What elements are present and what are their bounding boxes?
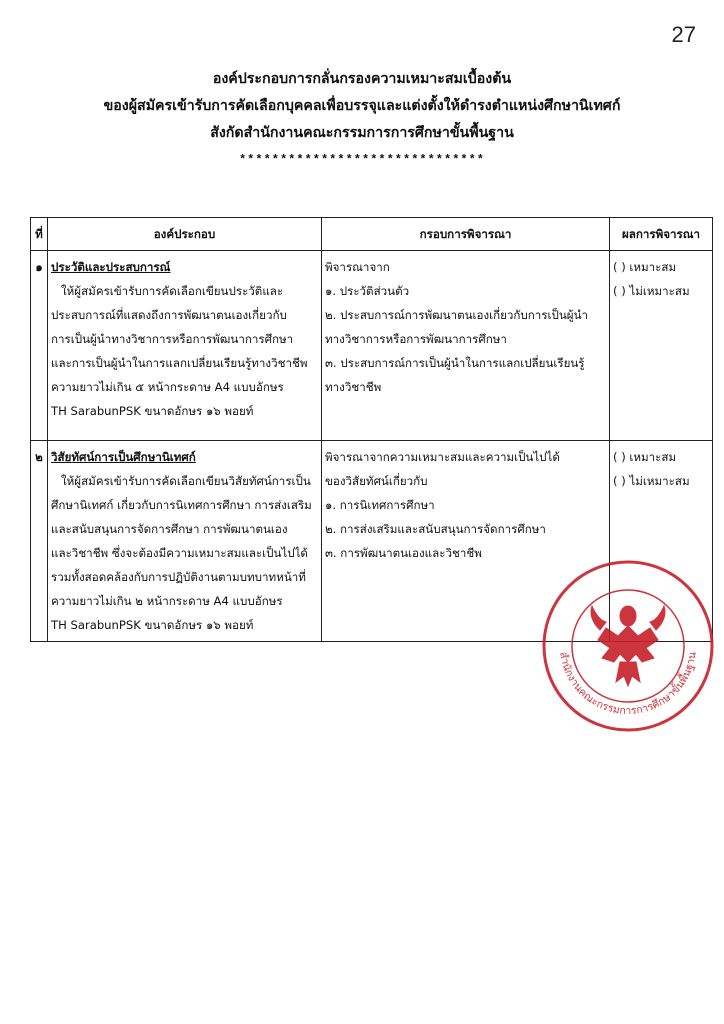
component-text-line: รวมทั้งสอดคล้องกับการปฏิบัติงานตามบทบาทหน้าที่ xyxy=(51,570,306,584)
header-result: ผลการพิจารณา xyxy=(610,218,713,251)
result-option-unsuitable[interactable]: ( ) ไม่เหมาะสม xyxy=(613,474,690,488)
component-text-line: และการเป็นผู้นำในการแลกเปลี่ยนเรียนรู้ทางวิชาชีพ xyxy=(51,356,308,370)
framework-item: ๒. การส่งเสริมและสนับสนุนการจัดการศึกษา xyxy=(325,522,546,536)
component-text-line: ศึกษานิเทศก์ เกี่ยวกับการนิเทศการศึกษา การส่งเสริม xyxy=(51,498,312,512)
component-title: ประวัติและประสบการณ์ xyxy=(51,260,171,274)
framework-intro: พิจารณาจากความเหมาะสมและความเป็นไปได้ xyxy=(325,450,560,464)
component-cell xyxy=(48,441,322,642)
framework-item: ๓. ประสบการณ์การเป็นผู้นำในการแลกเปลี่ยนเรียนรู้ xyxy=(325,356,585,370)
header-framework: กรอบการพิจารณา xyxy=(322,218,610,251)
seal-text: สำนักงานคณะกรรมการการศึกษาขั้นพื้นฐาน xyxy=(557,650,699,718)
component-text-line: ให้ผู้สมัครเข้ารับการคัดเลือกเขียนวิสัยทัศน์การเป็น xyxy=(61,474,311,488)
result-cell xyxy=(610,251,713,441)
document-title xyxy=(40,66,684,147)
component-text-line: TH SarabunPSK ขนาดอักษร ๑๖ พอยท์ xyxy=(51,618,254,632)
table-header-row xyxy=(31,218,713,251)
component-text-line: และวิชาชีพ ซึ่งจะต้องมีความเหมาะสมและเป็นไปได้ xyxy=(51,546,308,560)
row-number: ๑ xyxy=(31,251,48,441)
framework-intro: ของวิสัยทัศน์เกี่ยวกับ xyxy=(325,474,428,488)
result-option-unsuitable[interactable]: ( ) ไม่เหมาะสม xyxy=(613,284,690,298)
title-line-1: องค์ประกอบการกลั่นกรองความเหมาะสมเบื้องต้น xyxy=(212,71,512,87)
garuda-emblem-icon xyxy=(591,606,665,686)
separator-stars: ****************************** xyxy=(238,153,486,167)
header-component: องค์ประกอบ xyxy=(48,218,322,251)
component-text-line: การเป็นผู้นำทางวิชาการหรือการพัฒนาการศึกษา xyxy=(51,332,294,346)
result-option-suitable[interactable]: ( ) เหมาะสม xyxy=(613,260,677,274)
framework-item-continuation: ทางวิชาชีพ xyxy=(325,380,382,394)
component-text-line: และสนับสนุนการจัดการศึกษา การพัฒนาตนเอง xyxy=(51,522,288,536)
component-cell xyxy=(48,251,322,441)
framework-item: ๓. การพัฒนาตนเองและวิชาชีพ xyxy=(325,546,482,560)
component-text-line: ประสบการณ์ที่แสดงถึงการพัฒนาตนเองเกี่ยวกับ xyxy=(51,308,287,322)
framework-intro: พิจารณาจาก xyxy=(325,260,390,274)
framework-item: ๑. การนิเทศการศึกษา xyxy=(325,498,435,512)
component-title: วิสัยทัศน์การเป็นศึกษานิเทศก์ xyxy=(51,450,196,464)
official-seal-stamp xyxy=(540,558,716,734)
component-text-line: TH SarabunPSK ขนาดอักษร ๑๖ พอยท์ xyxy=(51,404,254,418)
row-number: ๒ xyxy=(31,441,48,642)
framework-item: ๑. ประวัติส่วนตัว xyxy=(325,284,410,298)
component-text-line: ให้ผู้สมัครเข้ารับการคัดเลือกเขียนประวัติและ xyxy=(61,284,284,298)
component-text-line: ความยาวไม่เกิน ๒ หน้ากระดาษ A4 แบบอักษร xyxy=(51,594,283,608)
page-number: 27 xyxy=(671,22,696,47)
framework-item-continuation: ทางวิชาการหรือการพัฒนาการศึกษา xyxy=(325,332,507,346)
header-no: ที่ xyxy=(31,218,48,251)
result-option-suitable[interactable]: ( ) เหมาะสม xyxy=(613,450,677,464)
title-line-3: สังกัดสำนักงานคณะกรรมการการศึกษาขั้นพื้นฐาน xyxy=(210,125,514,141)
framework-item: ๒. ประสบการณ์การพัฒนาตนเองเกี่ยวกับการเป็นผู้นำ xyxy=(325,308,589,322)
table-row xyxy=(31,251,713,441)
title-line-2: ของผู้สมัครเข้ารับการคัดเลือกบุคคลเพื่อบรรจุและแต่งตั้งให้ดำรงตำแหน่งศึกษานิเทศก์ xyxy=(103,98,621,114)
framework-cell xyxy=(322,251,610,441)
component-text-line: ความยาวไม่เกิน ๕ หน้ากระดาษ A4 แบบอักษร xyxy=(51,380,284,394)
